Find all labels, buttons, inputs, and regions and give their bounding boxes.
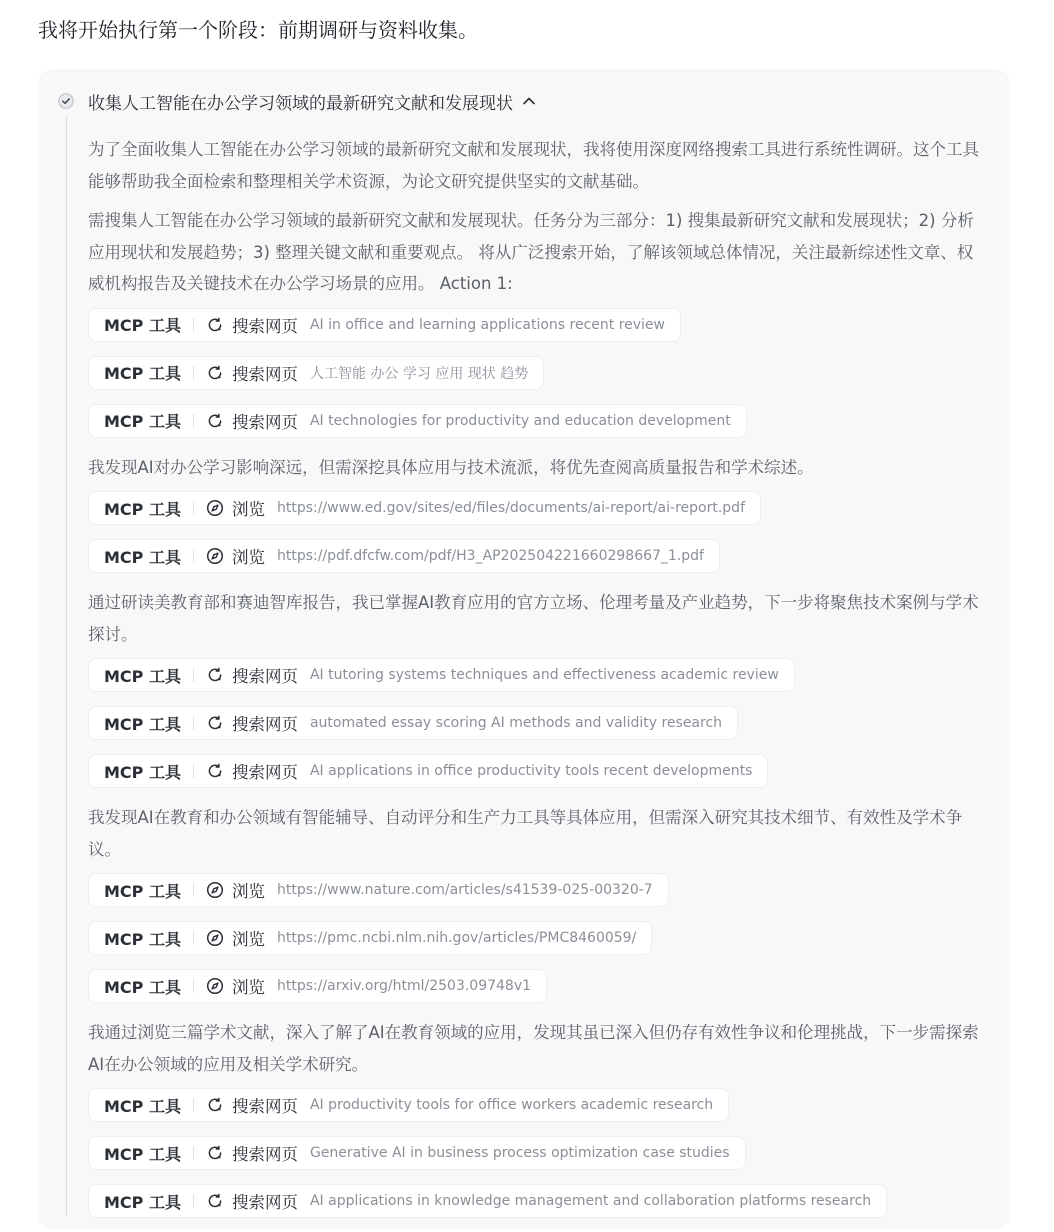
tool-divider (193, 366, 194, 380)
tool-action: 搜索网页 (231, 667, 298, 686)
tool-divider (193, 318, 194, 332)
chevron-up-icon[interactable] (521, 93, 537, 109)
tool-query: AI applications in knowledge management and collaboration platforms research (309, 1193, 872, 1209)
tool-call-chip[interactable] (88, 921, 652, 955)
tool-action: 搜索网页 (231, 316, 298, 336)
tool-query: Generative AI in business process optimization case studies (309, 1145, 730, 1161)
tool-label: MCP 工具 (104, 547, 181, 567)
tool-query: https://pdf.dfcfw.com/pdf/H3_AP202504221660298667_1.pdf (276, 548, 704, 564)
tool-action: 搜索网页 (231, 1097, 298, 1116)
tool-query: AI technologies for productivity and education development (309, 412, 731, 429)
timeline-line (66, 116, 67, 1216)
tool-label: MCP 工具 (104, 316, 181, 335)
tool-action: 浏览 (231, 882, 265, 901)
compass-icon (206, 499, 224, 517)
tool-divider (193, 549, 194, 563)
tool-query: AI in office and learning applications recent review (309, 316, 666, 333)
tool-query: AI productivity tools for office workers academic research (309, 1097, 714, 1113)
search-refresh-icon (206, 412, 224, 430)
step-header[interactable] (58, 88, 537, 114)
tool-call-chip[interactable] (88, 1088, 729, 1122)
compass-icon (206, 881, 224, 899)
tool-call-chip[interactable] (88, 969, 547, 1003)
search-refresh-icon (206, 714, 224, 732)
step-title: 收集人工智能在办公学习领域的最新研究文献和发展现状 (88, 93, 513, 114)
tool-divider (193, 1098, 194, 1112)
tool-action: 搜索网页 (231, 1145, 298, 1164)
tool-call-chip[interactable] (88, 1136, 746, 1170)
search-refresh-icon (206, 1192, 224, 1210)
tool-query: https://www.nature.com/articles/s41539-025-00320-7 (276, 882, 653, 898)
tool-action: 搜索网页 (231, 412, 298, 432)
tool-divider (193, 414, 194, 428)
tool-divider (193, 1194, 194, 1208)
tool-action: 浏览 (231, 978, 265, 997)
check-circle-icon (58, 93, 74, 109)
tool-divider (193, 668, 194, 682)
tool-query: AI tutoring systems techniques and effectiveness academic review (309, 667, 779, 683)
thought-paragraph: 我通过浏览三篇学术文献，深入了解了AI在教育领域的应用，发现其虽已深入但仍存有效性争议和伦理挑战，下一步需探索AI在办公领域的应用及相关学术研究。 (88, 1023, 979, 1074)
search-refresh-icon (206, 316, 224, 334)
compass-icon (206, 929, 224, 947)
tool-label: MCP 工具 (104, 881, 181, 901)
tool-call-chip[interactable] (88, 658, 795, 692)
tool-query: automated essay scoring AI methods and validity research (309, 715, 723, 731)
tool-call-chip[interactable] (88, 356, 544, 390)
tool-call-chip[interactable] (88, 873, 669, 907)
tool-divider (193, 883, 194, 897)
tool-query: https://arxiv.org/html/2503.09748v1 (276, 978, 532, 994)
tool-label: MCP 工具 (104, 714, 181, 734)
intro-text: 我将开始执行第一个阶段：前期调研与资料收集。 (38, 18, 478, 42)
tool-label: MCP 工具 (104, 412, 181, 431)
tool-label: MCP 工具 (104, 1096, 181, 1116)
thought-paragraph: 为了全面收集人工智能在办公学习领域的最新研究文献和发展现状，我将使用深度网络搜索工具进行系统性调研。这个工具能够帮助我全面检索和整理相关学术资源，为论文研究提供坚实的文献基础。 (88, 140, 979, 191)
tool-query: AI applications in office productivity tools recent developments (309, 763, 753, 779)
tool-label: MCP 工具 (104, 762, 181, 782)
thought-paragraph: 通过研读美教育部和赛迪智库报告，我已掌握AI教育应用的官方立场、伦理考量及产业趋势，下一步将聚焦技术案例与学术探讨。 (88, 593, 979, 644)
tool-action: 搜索网页 (231, 1193, 298, 1212)
tool-query: 人工智能 办公 学习 应用 现状 趋势 (309, 365, 529, 382)
tool-call-chip[interactable] (88, 404, 747, 438)
tool-call-chip[interactable] (88, 706, 738, 740)
compass-icon (206, 547, 224, 565)
tool-label: MCP 工具 (104, 977, 181, 997)
tool-call-chip[interactable] (88, 308, 681, 342)
tool-call-chip[interactable] (88, 754, 768, 788)
tool-label: MCP 工具 (104, 666, 181, 686)
step-content (88, 134, 988, 1232)
tool-label: MCP 工具 (104, 1144, 181, 1164)
search-refresh-icon (206, 1144, 224, 1162)
tool-call-chip[interactable] (88, 1184, 887, 1218)
tool-divider (193, 716, 194, 730)
tool-action: 搜索网页 (231, 364, 298, 384)
tool-query: https://www.ed.gov/sites/ed/files/documents/ai-report/ai-report.pdf (276, 500, 745, 516)
tool-label: MCP 工具 (104, 929, 181, 949)
tool-divider (193, 501, 194, 515)
tool-divider (193, 931, 194, 945)
thought-paragraph: 我发现AI在教育和办公领域有智能辅导、自动评分和生产力工具等具体应用，但需深入研究其技术细节、有效性及学术争议。 (88, 808, 963, 859)
tool-divider (193, 764, 194, 778)
search-refresh-icon (206, 762, 224, 780)
tool-action: 搜索网页 (231, 715, 298, 734)
tool-action: 浏览 (231, 500, 265, 519)
thought-paragraph: 需搜集人工智能在办公学习领域的最新研究文献和发展现状。任务分为三部分：1) 搜集最新研究文献和发展现状；2) 分析应用现状和发展趋势；3) 整理关键文献和重要观点。 将从广泛搜索开始，了解该领域总体情况，关注最新综述性文章、权威机构报告及关键技术在办公学习场景的应用。 Action 1: (88, 211, 974, 293)
tool-call-chip[interactable] (88, 491, 761, 525)
tool-label: MCP 工具 (104, 1192, 181, 1212)
search-refresh-icon (206, 364, 224, 382)
tool-action: 浏览 (231, 930, 265, 949)
compass-icon (206, 977, 224, 995)
tool-query: https://pmc.ncbi.nlm.nih.gov/articles/PMC8460059/ (276, 930, 637, 946)
tool-action: 搜索网页 (231, 763, 298, 782)
tool-action: 浏览 (231, 548, 265, 567)
search-refresh-icon (206, 666, 224, 684)
tool-divider (193, 1146, 194, 1160)
tool-divider (193, 979, 194, 993)
tool-label: MCP 工具 (104, 364, 181, 383)
search-refresh-icon (206, 1096, 224, 1114)
tool-label: MCP 工具 (104, 499, 181, 519)
thought-paragraph: 我发现AI对办公学习影响深远，但需深挖具体应用与技术流派，将优先查阅高质量报告和学术综述。 (88, 457, 814, 477)
tool-call-chip[interactable] (88, 539, 720, 573)
